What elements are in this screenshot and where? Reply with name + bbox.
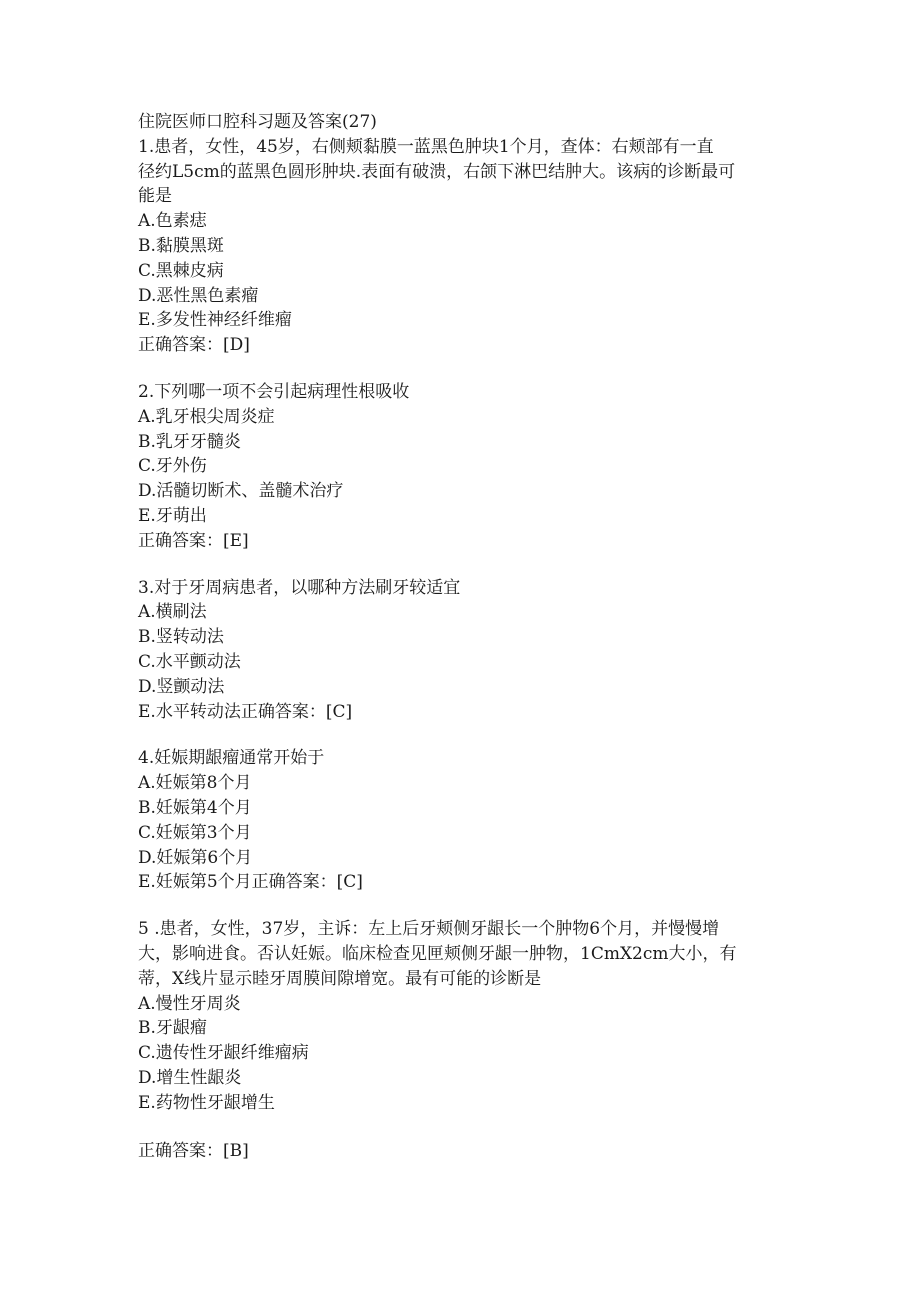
option-e: E.牙萌出 — [138, 505, 207, 526]
option-b: B.妊娠第4个月 — [138, 797, 252, 818]
option-b: B.乳牙牙髓炎 — [138, 431, 241, 452]
spacer — [138, 358, 798, 380]
question-text: 4.妊娠期龈瘤通常开始于 — [138, 748, 325, 769]
question-text: 5 .患者，女性，37岁，主诉：左上后牙颊侧牙龈长一个肿物6个月，并慢慢增 — [138, 919, 720, 940]
option-e: E.多发性神经纤维瘤 — [138, 310, 292, 331]
question-5 — [138, 917, 798, 1164]
question-text: 蒂，X线片显示睦牙周膜间隙增宽。最有可能的诊断是 — [138, 968, 542, 989]
correct-answer: 正确答案：[D] — [138, 335, 250, 356]
question-2 — [138, 380, 798, 554]
option-c: C.妊娠第3个月 — [138, 822, 252, 843]
option-b: B.竖转动法 — [138, 627, 224, 648]
option-c: C.遗传性牙龈纤维瘤病 — [138, 1043, 309, 1064]
question-1 — [138, 135, 798, 358]
question-text: 3.对于牙周病患者，以哪种方法刷牙较适宜 — [138, 577, 461, 598]
option-c: C.水平颤动法 — [138, 651, 241, 672]
question-text: 2.下列哪一项不会引起病理性根吸收 — [138, 381, 410, 402]
option-b: B.黏膜黑斑 — [138, 235, 224, 256]
spacer — [138, 724, 798, 746]
option-a: A.色素痣 — [138, 211, 207, 232]
option-d: D.竖颤动法 — [138, 676, 225, 697]
option-e-with-answer: E.妊娠第5个月正确答案：[C] — [138, 872, 363, 893]
document-content — [138, 110, 798, 1164]
option-e: E.药物性牙龈增生 — [138, 1092, 275, 1113]
spacer — [138, 554, 798, 576]
option-a: A.乳牙根尖周炎症 — [138, 406, 275, 427]
question-text: 能是 — [138, 186, 172, 207]
question-text: 径约L5cm的蓝黑色圆形肿块.表面有破溃，右颌下淋巴结肿大。该病的诊断最可 — [138, 161, 736, 182]
spacer — [138, 895, 798, 917]
option-d: D.妊娠第6个月 — [138, 847, 253, 868]
option-b: B.牙龈瘤 — [138, 1018, 207, 1039]
option-a: A.慢性牙周炎 — [138, 993, 241, 1014]
option-a: A.妊娠第8个月 — [138, 773, 252, 794]
question-text: 大，影响进食。否认妊娠。临床检查见匣颊侧牙龈一肿物，1CmX2cm大小，有 — [138, 943, 737, 964]
question-3 — [138, 576, 798, 725]
option-d: D.恶性黑色素瘤 — [138, 285, 259, 306]
spacer — [138, 1115, 798, 1139]
option-d: D.增生性龈炎 — [138, 1067, 242, 1088]
option-c: C.黑棘皮病 — [138, 260, 224, 281]
question-text: 1.患者，女性，45岁，右侧颊黏膜一蓝黑色肿块1个月，查体：右颊部有一直 — [138, 136, 714, 157]
correct-answer: 正确答案：[E] — [138, 530, 249, 551]
option-c: C.牙外伤 — [138, 456, 207, 477]
option-d: D.活髓切断术、盖髓术治疗 — [138, 481, 344, 502]
document-title: 住院医师口腔科习题及答案(27) — [138, 112, 377, 132]
option-e-with-answer: E.水平转动法正确答案：[C] — [138, 701, 353, 722]
question-4 — [138, 746, 798, 895]
correct-answer: 正确答案：[B] — [138, 1141, 249, 1162]
option-a: A.横刷法 — [138, 602, 207, 623]
